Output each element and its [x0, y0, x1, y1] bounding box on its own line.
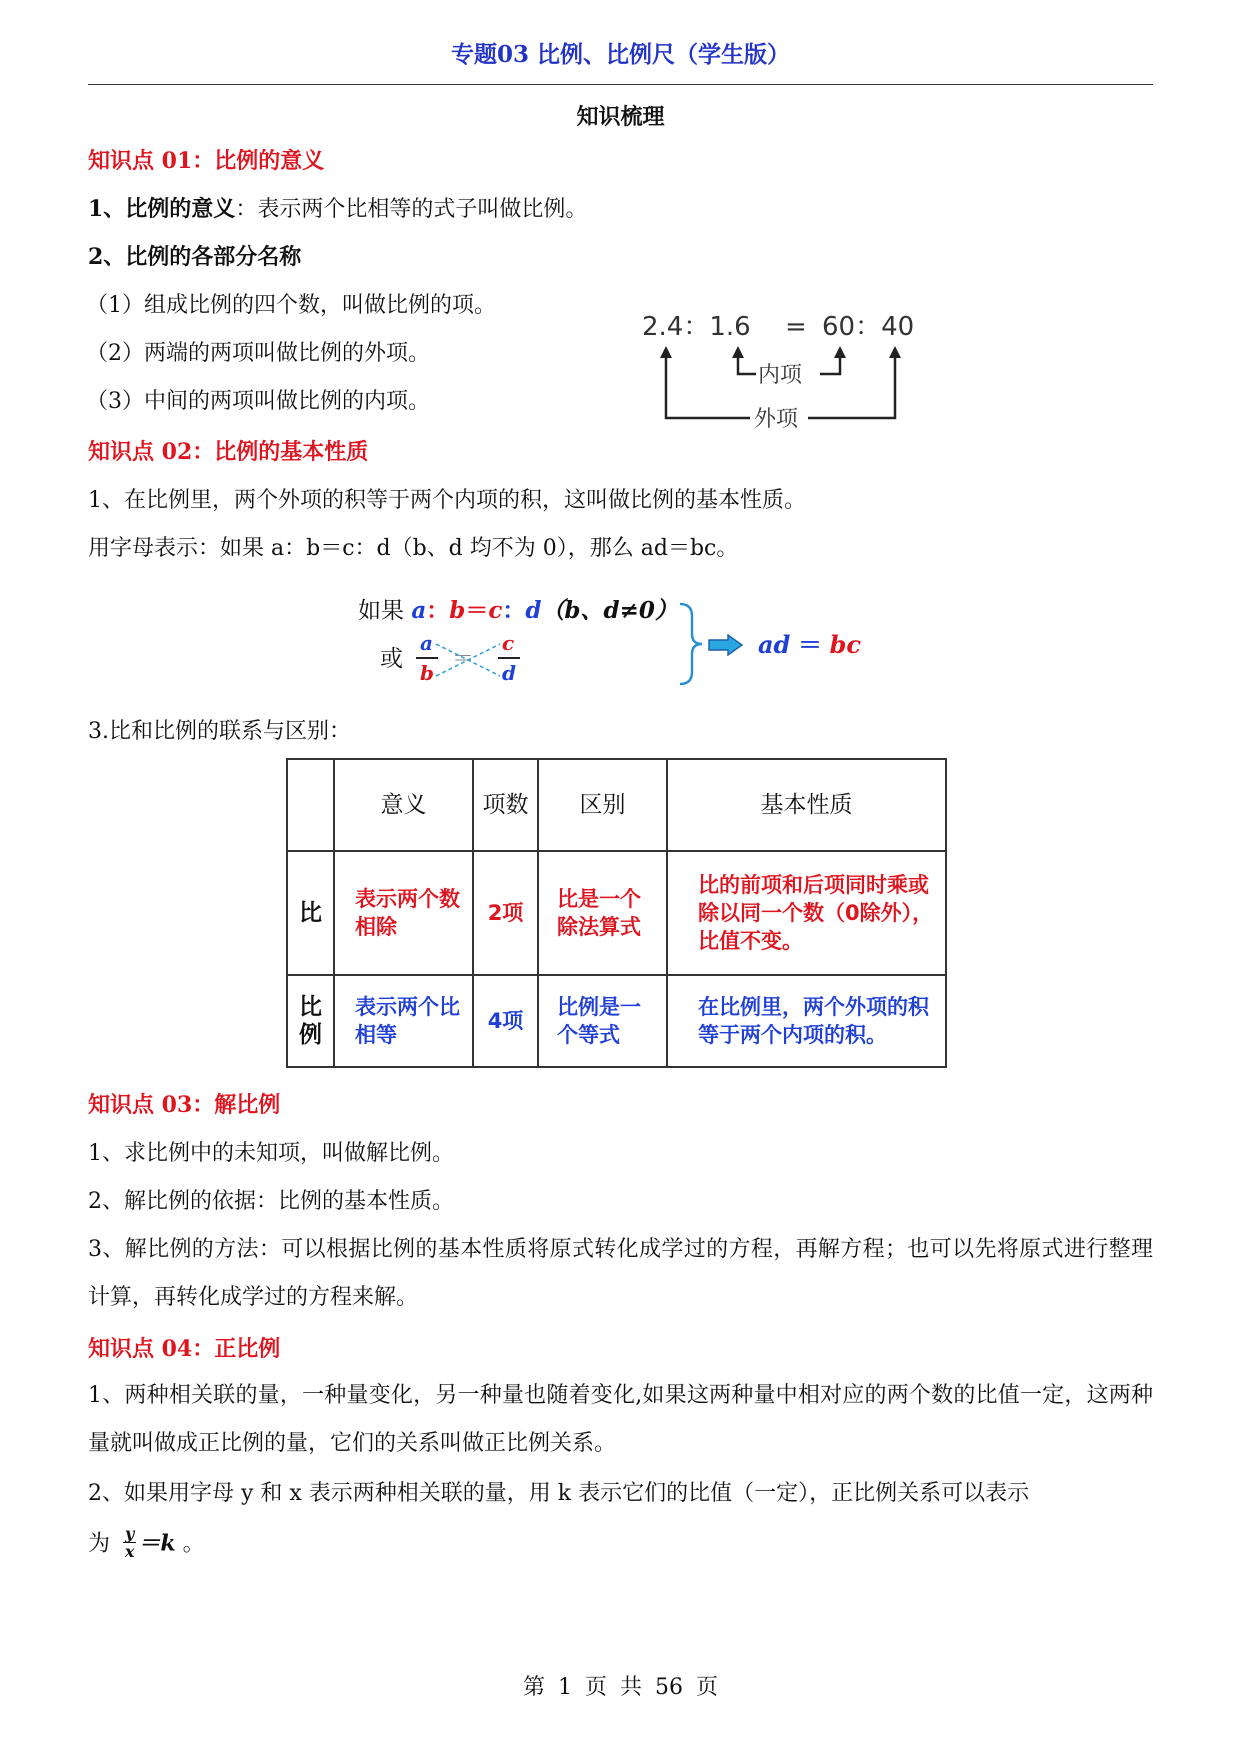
formula-condition: （b、d≠0）	[541, 597, 678, 624]
formula-result-ad: ad	[758, 630, 791, 659]
page-number-footer: 第 1 页 共 56 页	[523, 1675, 718, 1700]
formula-implies-arrow-icon	[708, 634, 744, 656]
basic-property-formula	[358, 596, 878, 696]
frac-d: d	[502, 661, 516, 685]
diagram-inner-label: 内项	[758, 363, 803, 388]
kp3-line2: 2、解比例的依据：比例的基本性质。	[88, 1189, 454, 1214]
frac-b: b	[420, 661, 434, 685]
table-header-cell: 区别	[538, 759, 667, 851]
kp4-line3-prefix: 为	[88, 1531, 111, 1557]
formula-result	[758, 630, 861, 660]
diagram-equals: =	[785, 312, 807, 342]
kp4-line3-suffix: 。	[182, 1531, 205, 1557]
outer-arrow-left	[660, 346, 672, 358]
formula-eq: ＝	[465, 597, 489, 624]
fraction-numerator: y	[125, 1524, 135, 1543]
kp4-line1: 1、两种相关联的量，一种量变化，另一种量也随着变化,如果这两种量中相对应的两个数的比值一定，这两种量就叫做成正比例的量，它们的关系叫做正比例关系。	[88, 1383, 1153, 1456]
kp4-title: 知识点 04：正比例	[88, 1336, 281, 1362]
kp2-line1: 1、在比例里，两个外项的积等于两个内项的积，这叫做比例的基本性质。	[88, 488, 806, 513]
formula-result-eq: ＝	[797, 630, 822, 659]
formula-colon-2: ：	[502, 597, 526, 624]
diagram-left-ratio: 2.4：1.6	[642, 312, 751, 342]
table-row-label: 比	[287, 851, 334, 975]
table-cell: 比例是一个等式	[538, 975, 667, 1067]
table-row	[287, 851, 946, 975]
table-cell: 表示两个数相除	[334, 851, 473, 975]
kp1-sub1: （1）组成比例的四个数，叫做比例的项。	[86, 293, 496, 318]
ratio-proportion-table	[286, 758, 947, 1068]
table-cell: 表示两个比相等	[334, 975, 473, 1067]
frac-a: a	[420, 631, 433, 655]
kp1-sub3: （3）中间的两项叫做比例的内项。	[86, 389, 430, 414]
formula-c: c	[488, 597, 503, 624]
table-cell: 在比例里，两个外项的积等于两个内项的积。	[667, 975, 946, 1067]
document-title: 专题03 比例、比例尺（学生版）	[450, 41, 790, 68]
table-cell: 4项	[473, 975, 538, 1067]
frac-eq: ＝	[452, 647, 475, 672]
kp2-title: 知识点 02：比例的基本性质	[88, 439, 369, 465]
formula-brace	[676, 602, 706, 686]
kp1-title: 知识点 01：比例的意义	[88, 148, 325, 174]
inner-arrow-right	[834, 346, 846, 358]
table-cell: 比是一个除法算式	[538, 851, 667, 975]
formula-d: d	[525, 597, 542, 624]
kp1-item1-text: ：表示两个比相等的式子叫做比例。	[235, 197, 588, 222]
section-title: 知识梳理	[576, 104, 665, 130]
outer-arrow-right	[889, 346, 901, 358]
direct-ratio-fraction	[123, 1525, 136, 1560]
kp3-line3: 3、解比例的方法：可以根据比例的基本性质将原式转化成学过的方程，再解方程；也可以先将原式进行整理计算，再转化成学过的方程来解。	[88, 1237, 1153, 1310]
kp1-sub2: （2）两端的两项叫做比例的外项。	[86, 341, 430, 366]
formula-if-line	[358, 596, 678, 626]
diagram-outer-label: 外项	[754, 407, 799, 432]
formula-if-word: 如果	[358, 598, 404, 624]
table-header-row	[287, 759, 946, 851]
table-header-cell: 意义	[334, 759, 473, 851]
table-header-cell: 项数	[473, 759, 538, 851]
formula-result-bc: bc	[829, 630, 862, 659]
header-divider	[88, 84, 1153, 85]
kp3-line1: 1、求比例中的未知项，叫做解比例。	[88, 1141, 454, 1166]
kp2-line3: 3.比和比例的联系与区别：	[88, 719, 351, 744]
table-header-cell: 基本性质	[667, 759, 946, 851]
frac-c: c	[502, 631, 515, 655]
formula-a: a	[411, 597, 427, 624]
formula-or-word: 或	[380, 646, 403, 672]
kp1-item2-label: 2、比例的各部分名称	[88, 244, 302, 270]
kp4-line2: 2、如果用字母 y 和 x 表示两种相关联的量，用 k 表示它们的比值（一定），正比例关系可以表示	[88, 1481, 1030, 1506]
diagram-right-ratio: 60：40	[822, 312, 915, 342]
table-row-label: 比例	[287, 975, 334, 1067]
kp2-line2: 用字母表示：如果 a：b＝c：d（b、d 均不为 0），那么 ad＝bc。	[88, 536, 739, 561]
fraction-denominator: x	[124, 1542, 135, 1561]
proportion-terms-diagram	[630, 300, 930, 440]
formula-b: b	[449, 597, 466, 624]
inner-arrow-left	[732, 346, 744, 358]
kp1-item1	[88, 194, 587, 225]
kp4-line3	[88, 1524, 205, 1562]
cross-multiply-fractions	[414, 630, 534, 694]
table-cell: 2项	[473, 851, 538, 975]
formula-colon-1: ：	[426, 597, 450, 624]
kp1-item1-label: 1、比例的意义	[88, 196, 236, 222]
fraction-equals-k: ＝k	[138, 1530, 176, 1557]
table-header-cell	[287, 759, 334, 851]
table-cell: 比的前项和后项同时乘或除以同一个数（0除外），比值不变。	[667, 851, 946, 975]
kp3-title: 知识点 03：解比例	[88, 1092, 281, 1118]
table-row	[287, 975, 946, 1067]
